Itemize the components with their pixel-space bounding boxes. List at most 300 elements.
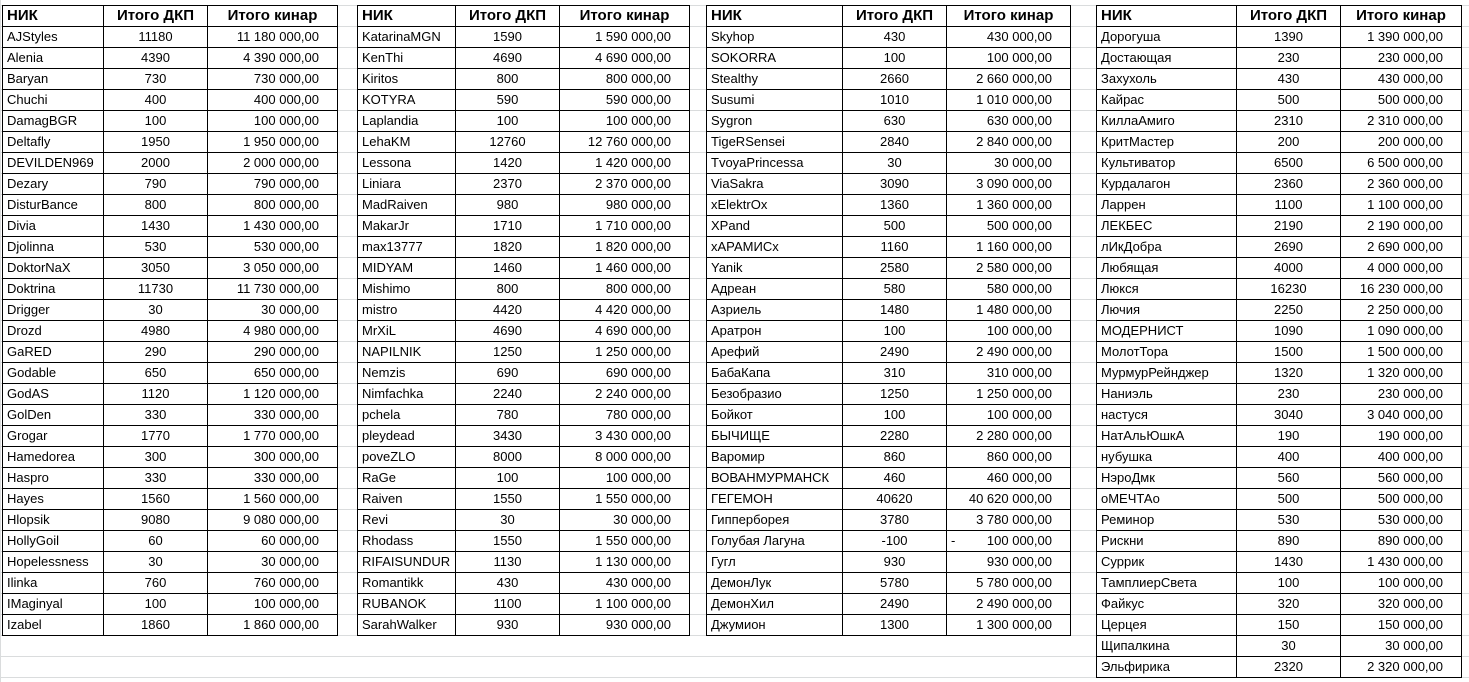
cell-nik[interactable]: [358, 216, 456, 237]
cell-kinar[interactable]: [947, 300, 1071, 321]
cell-nik[interactable]: [707, 447, 843, 468]
cell-kinar[interactable]: [560, 195, 690, 216]
cell-nik[interactable]: [3, 153, 104, 174]
cell-kinar[interactable]: [947, 279, 1071, 300]
cell-kinar[interactable]: [560, 174, 690, 195]
cell-nik[interactable]: [3, 132, 104, 153]
cell-dkp[interactable]: [104, 69, 208, 90]
cell-dkp[interactable]: [456, 531, 560, 552]
cell-kinar[interactable]: [947, 216, 1071, 237]
cell-kinar[interactable]: [560, 552, 690, 573]
cell-dkp[interactable]: [456, 489, 560, 510]
cell-dkp[interactable]: [104, 447, 208, 468]
cell-dkp[interactable]: [843, 363, 947, 384]
cell-kinar[interactable]: [208, 48, 338, 69]
cell-dkp[interactable]: [1237, 594, 1341, 615]
cell-nik[interactable]: [358, 552, 456, 573]
cell-kinar[interactable]: [560, 384, 690, 405]
header-kinar[interactable]: Итого кинар: [1341, 6, 1462, 27]
cell-kinar[interactable]: [560, 405, 690, 426]
cell-nik[interactable]: [1097, 384, 1237, 405]
cell-dkp[interactable]: [1237, 573, 1341, 594]
cell-kinar[interactable]: [208, 510, 338, 531]
cell-nik[interactable]: [707, 594, 843, 615]
cell-nik[interactable]: [707, 153, 843, 174]
cell-dkp[interactable]: [456, 111, 560, 132]
cell-kinar[interactable]: [1341, 426, 1462, 447]
cell-nik[interactable]: [358, 531, 456, 552]
cell-nik[interactable]: [3, 111, 104, 132]
cell-kinar[interactable]: [947, 405, 1071, 426]
cell-dkp[interactable]: [843, 174, 947, 195]
cell-dkp[interactable]: [456, 615, 560, 636]
cell-nik[interactable]: [1097, 237, 1237, 258]
cell-kinar[interactable]: [947, 594, 1071, 615]
cell-dkp[interactable]: [104, 279, 208, 300]
cell-nik[interactable]: [358, 195, 456, 216]
cell-nik[interactable]: [1097, 69, 1237, 90]
cell-dkp[interactable]: [1237, 90, 1341, 111]
cell-nik[interactable]: [3, 195, 104, 216]
cell-dkp[interactable]: [843, 468, 947, 489]
cell-nik[interactable]: [3, 279, 104, 300]
cell-nik[interactable]: [707, 384, 843, 405]
cell-kinar[interactable]: [208, 258, 338, 279]
cell-nik[interactable]: [3, 405, 104, 426]
cell-nik[interactable]: [1097, 531, 1237, 552]
cell-nik[interactable]: [707, 468, 843, 489]
cell-kinar[interactable]: [560, 594, 690, 615]
cell-nik[interactable]: [358, 48, 456, 69]
cell-dkp[interactable]: [1237, 615, 1341, 636]
cell-kinar[interactable]: [560, 363, 690, 384]
cell-dkp[interactable]: [843, 615, 947, 636]
cell-dkp[interactable]: [104, 216, 208, 237]
cell-nik[interactable]: [3, 69, 104, 90]
cell-kinar[interactable]: [560, 615, 690, 636]
cell-dkp[interactable]: [843, 384, 947, 405]
cell-dkp[interactable]: [1237, 153, 1341, 174]
cell-nik[interactable]: [3, 573, 104, 594]
cell-dkp[interactable]: [843, 111, 947, 132]
cell-nik[interactable]: [707, 426, 843, 447]
cell-dkp[interactable]: [104, 489, 208, 510]
cell-nik[interactable]: [1097, 447, 1237, 468]
cell-dkp[interactable]: [456, 153, 560, 174]
cell-kinar[interactable]: [208, 468, 338, 489]
cell-dkp[interactable]: [1237, 657, 1341, 678]
cell-nik[interactable]: [1097, 153, 1237, 174]
cell-kinar[interactable]: [560, 216, 690, 237]
cell-nik[interactable]: [3, 426, 104, 447]
cell-kinar[interactable]: [1341, 153, 1462, 174]
cell-nik[interactable]: [707, 510, 843, 531]
cell-dkp[interactable]: [843, 279, 947, 300]
cell-dkp[interactable]: [456, 468, 560, 489]
cell-kinar[interactable]: [947, 321, 1071, 342]
cell-nik[interactable]: [707, 69, 843, 90]
cell-kinar[interactable]: [208, 573, 338, 594]
cell-kinar[interactable]: [947, 573, 1071, 594]
cell-nik[interactable]: [1097, 321, 1237, 342]
cell-nik[interactable]: [1097, 510, 1237, 531]
cell-kinar[interactable]: [1341, 636, 1462, 657]
cell-dkp[interactable]: [843, 153, 947, 174]
cell-nik[interactable]: [3, 258, 104, 279]
cell-kinar[interactable]: [560, 300, 690, 321]
cell-nik[interactable]: [1097, 489, 1237, 510]
cell-nik[interactable]: [1097, 216, 1237, 237]
cell-nik[interactable]: [707, 27, 843, 48]
cell-dkp[interactable]: [456, 132, 560, 153]
cell-kinar[interactable]: [947, 174, 1071, 195]
cell-dkp[interactable]: [104, 552, 208, 573]
cell-dkp[interactable]: [1237, 384, 1341, 405]
cell-nik[interactable]: [1097, 258, 1237, 279]
cell-nik[interactable]: [707, 48, 843, 69]
cell-kinar[interactable]: [208, 384, 338, 405]
cell-kinar[interactable]: [560, 132, 690, 153]
cell-nik[interactable]: [1097, 132, 1237, 153]
cell-nik[interactable]: [3, 237, 104, 258]
cell-kinar[interactable]: [560, 111, 690, 132]
cell-dkp[interactable]: [456, 195, 560, 216]
cell-dkp[interactable]: [104, 153, 208, 174]
cell-dkp[interactable]: [456, 237, 560, 258]
cell-dkp[interactable]: [1237, 426, 1341, 447]
cell-dkp[interactable]: [104, 342, 208, 363]
cell-dkp[interactable]: [104, 510, 208, 531]
cell-dkp[interactable]: [843, 69, 947, 90]
cell-dkp[interactable]: [456, 90, 560, 111]
cell-nik[interactable]: [707, 195, 843, 216]
cell-dkp[interactable]: [456, 384, 560, 405]
cell-nik[interactable]: [1097, 27, 1237, 48]
cell-kinar[interactable]: [560, 447, 690, 468]
cell-nik[interactable]: [358, 426, 456, 447]
cell-dkp[interactable]: [1237, 111, 1341, 132]
cell-kinar[interactable]: [208, 405, 338, 426]
cell-dkp[interactable]: [843, 132, 947, 153]
cell-dkp[interactable]: [456, 426, 560, 447]
cell-kinar[interactable]: [208, 426, 338, 447]
cell-nik[interactable]: [1097, 657, 1237, 678]
cell-dkp[interactable]: [1237, 279, 1341, 300]
cell-nik[interactable]: [1097, 111, 1237, 132]
cell-dkp[interactable]: [1237, 531, 1341, 552]
cell-kinar[interactable]: [947, 258, 1071, 279]
header-dkp[interactable]: Итого ДКП: [843, 6, 947, 27]
cell-nik[interactable]: [3, 27, 104, 48]
cell-dkp[interactable]: [104, 615, 208, 636]
cell-dkp[interactable]: [843, 321, 947, 342]
cell-kinar[interactable]: [947, 468, 1071, 489]
cell-nik[interactable]: [3, 510, 104, 531]
cell-kinar[interactable]: [1341, 237, 1462, 258]
cell-nik[interactable]: [3, 594, 104, 615]
cell-dkp[interactable]: [456, 405, 560, 426]
cell-dkp[interactable]: [1237, 48, 1341, 69]
cell-dkp[interactable]: [1237, 300, 1341, 321]
cell-dkp[interactable]: [1237, 636, 1341, 657]
cell-nik[interactable]: [358, 237, 456, 258]
cell-kinar[interactable]: [208, 174, 338, 195]
cell-kinar[interactable]: [1341, 258, 1462, 279]
cell-nik[interactable]: [358, 90, 456, 111]
cell-nik[interactable]: [707, 279, 843, 300]
cell-kinar[interactable]: [208, 363, 338, 384]
cell-kinar[interactable]: [560, 489, 690, 510]
cell-nik[interactable]: [707, 531, 843, 552]
cell-kinar[interactable]: [1341, 342, 1462, 363]
cell-kinar[interactable]: [947, 237, 1071, 258]
cell-nik[interactable]: [707, 363, 843, 384]
cell-nik[interactable]: [358, 615, 456, 636]
cell-kinar[interactable]: [208, 279, 338, 300]
cell-nik[interactable]: [707, 615, 843, 636]
cell-dkp[interactable]: [843, 237, 947, 258]
cell-dkp[interactable]: [1237, 321, 1341, 342]
cell-nik[interactable]: [1097, 615, 1237, 636]
cell-kinar[interactable]: [947, 153, 1071, 174]
cell-kinar[interactable]: [947, 111, 1071, 132]
cell-dkp[interactable]: [843, 342, 947, 363]
cell-kinar[interactable]: [208, 300, 338, 321]
cell-kinar[interactable]: [1341, 69, 1462, 90]
cell-dkp[interactable]: [456, 342, 560, 363]
cell-nik[interactable]: [358, 174, 456, 195]
cell-dkp[interactable]: [456, 363, 560, 384]
cell-dkp[interactable]: [456, 27, 560, 48]
cell-nik[interactable]: [358, 153, 456, 174]
cell-kinar[interactable]: [208, 447, 338, 468]
cell-dkp[interactable]: [843, 48, 947, 69]
cell-kinar[interactable]: [1341, 216, 1462, 237]
cell-kinar[interactable]: [560, 468, 690, 489]
cell-kinar[interactable]: [560, 321, 690, 342]
cell-nik[interactable]: [707, 174, 843, 195]
cell-kinar[interactable]: [208, 27, 338, 48]
cell-nik[interactable]: [707, 258, 843, 279]
cell-dkp[interactable]: [1237, 468, 1341, 489]
header-nik[interactable]: НИК: [358, 6, 456, 27]
cell-kinar[interactable]: [560, 426, 690, 447]
cell-dkp[interactable]: [456, 300, 560, 321]
cell-nik[interactable]: [3, 174, 104, 195]
cell-nik[interactable]: [3, 489, 104, 510]
cell-kinar[interactable]: [947, 552, 1071, 573]
cell-kinar[interactable]: [560, 510, 690, 531]
cell-nik[interactable]: [358, 111, 456, 132]
cell-dkp[interactable]: [456, 321, 560, 342]
cell-kinar[interactable]: [1341, 447, 1462, 468]
cell-kinar[interactable]: [208, 111, 338, 132]
cell-kinar[interactable]: [947, 69, 1071, 90]
header-nik[interactable]: НИК: [3, 6, 104, 27]
cell-kinar[interactable]: [560, 69, 690, 90]
cell-dkp[interactable]: [843, 195, 947, 216]
cell-nik[interactable]: [1097, 342, 1237, 363]
cell-kinar[interactable]: [208, 342, 338, 363]
cell-kinar[interactable]: [1341, 90, 1462, 111]
cell-kinar[interactable]: [1341, 300, 1462, 321]
cell-nik[interactable]: [707, 573, 843, 594]
cell-nik[interactable]: [358, 132, 456, 153]
cell-dkp[interactable]: [104, 111, 208, 132]
cell-dkp[interactable]: [1237, 447, 1341, 468]
cell-kinar[interactable]: [1341, 615, 1462, 636]
cell-nik[interactable]: [1097, 363, 1237, 384]
cell-kinar[interactable]: [208, 195, 338, 216]
header-nik[interactable]: НИК: [707, 6, 843, 27]
cell-kinar[interactable]: [560, 27, 690, 48]
cell-nik[interactable]: [707, 216, 843, 237]
cell-nik[interactable]: [3, 531, 104, 552]
cell-nik[interactable]: [358, 27, 456, 48]
cell-dkp[interactable]: [104, 48, 208, 69]
cell-kinar[interactable]: [947, 48, 1071, 69]
cell-kinar[interactable]: [1341, 321, 1462, 342]
cell-dkp[interactable]: [843, 216, 947, 237]
cell-nik[interactable]: [358, 69, 456, 90]
cell-nik[interactable]: [3, 552, 104, 573]
cell-kinar[interactable]: [208, 216, 338, 237]
cell-kinar[interactable]: [1341, 657, 1462, 678]
cell-nik[interactable]: [1097, 48, 1237, 69]
cell-nik[interactable]: [358, 447, 456, 468]
cell-dkp[interactable]: [843, 531, 947, 552]
cell-kinar[interactable]: [1341, 510, 1462, 531]
cell-nik[interactable]: [707, 90, 843, 111]
cell-dkp[interactable]: [104, 321, 208, 342]
cell-kinar[interactable]: [560, 573, 690, 594]
cell-kinar[interactable]: [947, 447, 1071, 468]
cell-kinar[interactable]: [1341, 279, 1462, 300]
cell-kinar[interactable]: [208, 489, 338, 510]
cell-kinar[interactable]: [947, 342, 1071, 363]
cell-dkp[interactable]: [843, 405, 947, 426]
cell-dkp[interactable]: [843, 447, 947, 468]
cell-dkp[interactable]: [1237, 489, 1341, 510]
cell-kinar[interactable]: [1341, 405, 1462, 426]
cell-nik[interactable]: [1097, 468, 1237, 489]
cell-kinar[interactable]: [208, 132, 338, 153]
cell-kinar[interactable]: [1341, 48, 1462, 69]
cell-dkp[interactable]: [843, 258, 947, 279]
cell-kinar[interactable]: [947, 489, 1071, 510]
cell-nik[interactable]: [358, 468, 456, 489]
cell-nik[interactable]: [3, 321, 104, 342]
cell-nik[interactable]: [358, 342, 456, 363]
cell-dkp[interactable]: [104, 363, 208, 384]
cell-kinar[interactable]: [947, 531, 1071, 552]
cell-kinar[interactable]: [208, 552, 338, 573]
cell-dkp[interactable]: [456, 174, 560, 195]
cell-nik[interactable]: [358, 384, 456, 405]
header-dkp[interactable]: Итого ДКП: [456, 6, 560, 27]
cell-nik[interactable]: [358, 510, 456, 531]
cell-kinar[interactable]: [208, 531, 338, 552]
cell-dkp[interactable]: [843, 594, 947, 615]
cell-nik[interactable]: [1097, 573, 1237, 594]
cell-nik[interactable]: [358, 279, 456, 300]
cell-nik[interactable]: [707, 321, 843, 342]
cell-nik[interactable]: [1097, 405, 1237, 426]
cell-dkp[interactable]: [104, 468, 208, 489]
cell-dkp[interactable]: [104, 90, 208, 111]
cell-kinar[interactable]: [208, 321, 338, 342]
cell-kinar[interactable]: [1341, 384, 1462, 405]
cell-nik[interactable]: [1097, 594, 1237, 615]
cell-nik[interactable]: [358, 300, 456, 321]
cell-dkp[interactable]: [104, 426, 208, 447]
cell-kinar[interactable]: [208, 594, 338, 615]
cell-kinar[interactable]: [560, 342, 690, 363]
cell-dkp[interactable]: [843, 90, 947, 111]
cell-kinar[interactable]: [560, 48, 690, 69]
header-kinar[interactable]: Итого кинар: [560, 6, 690, 27]
cell-dkp[interactable]: [1237, 342, 1341, 363]
cell-kinar[interactable]: [947, 363, 1071, 384]
cell-nik[interactable]: [3, 342, 104, 363]
cell-dkp[interactable]: [843, 573, 947, 594]
cell-nik[interactable]: [3, 363, 104, 384]
cell-nik[interactable]: [358, 363, 456, 384]
cell-dkp[interactable]: [456, 69, 560, 90]
cell-kinar[interactable]: [1341, 363, 1462, 384]
cell-dkp[interactable]: [456, 573, 560, 594]
cell-dkp[interactable]: [1237, 27, 1341, 48]
cell-kinar[interactable]: [1341, 468, 1462, 489]
cell-kinar[interactable]: [560, 90, 690, 111]
cell-nik[interactable]: [3, 615, 104, 636]
cell-kinar[interactable]: [1341, 489, 1462, 510]
cell-kinar[interactable]: [947, 426, 1071, 447]
cell-nik[interactable]: [707, 405, 843, 426]
cell-dkp[interactable]: [104, 237, 208, 258]
header-dkp[interactable]: Итого ДКП: [104, 6, 208, 27]
cell-nik[interactable]: [1097, 195, 1237, 216]
cell-nik[interactable]: [3, 384, 104, 405]
cell-dkp[interactable]: [456, 48, 560, 69]
cell-dkp[interactable]: [456, 447, 560, 468]
cell-dkp[interactable]: [1237, 237, 1341, 258]
cell-dkp[interactable]: [456, 279, 560, 300]
cell-nik[interactable]: [358, 321, 456, 342]
cell-dkp[interactable]: [456, 594, 560, 615]
cell-nik[interactable]: [3, 48, 104, 69]
cell-nik[interactable]: [1097, 426, 1237, 447]
cell-kinar[interactable]: [208, 153, 338, 174]
header-kinar[interactable]: Итого кинар: [947, 6, 1071, 27]
cell-dkp[interactable]: [843, 426, 947, 447]
cell-kinar[interactable]: [947, 195, 1071, 216]
cell-nik[interactable]: [707, 552, 843, 573]
cell-dkp[interactable]: [104, 384, 208, 405]
header-dkp[interactable]: Итого ДКП: [1237, 6, 1341, 27]
cell-dkp[interactable]: [1237, 258, 1341, 279]
cell-dkp[interactable]: [1237, 174, 1341, 195]
cell-dkp[interactable]: [104, 573, 208, 594]
cell-kinar[interactable]: [1341, 174, 1462, 195]
cell-dkp[interactable]: [456, 216, 560, 237]
cell-nik[interactable]: [707, 489, 843, 510]
cell-kinar[interactable]: [947, 132, 1071, 153]
cell-dkp[interactable]: [104, 258, 208, 279]
cell-kinar[interactable]: [208, 90, 338, 111]
cell-kinar[interactable]: [947, 384, 1071, 405]
cell-nik[interactable]: [358, 594, 456, 615]
